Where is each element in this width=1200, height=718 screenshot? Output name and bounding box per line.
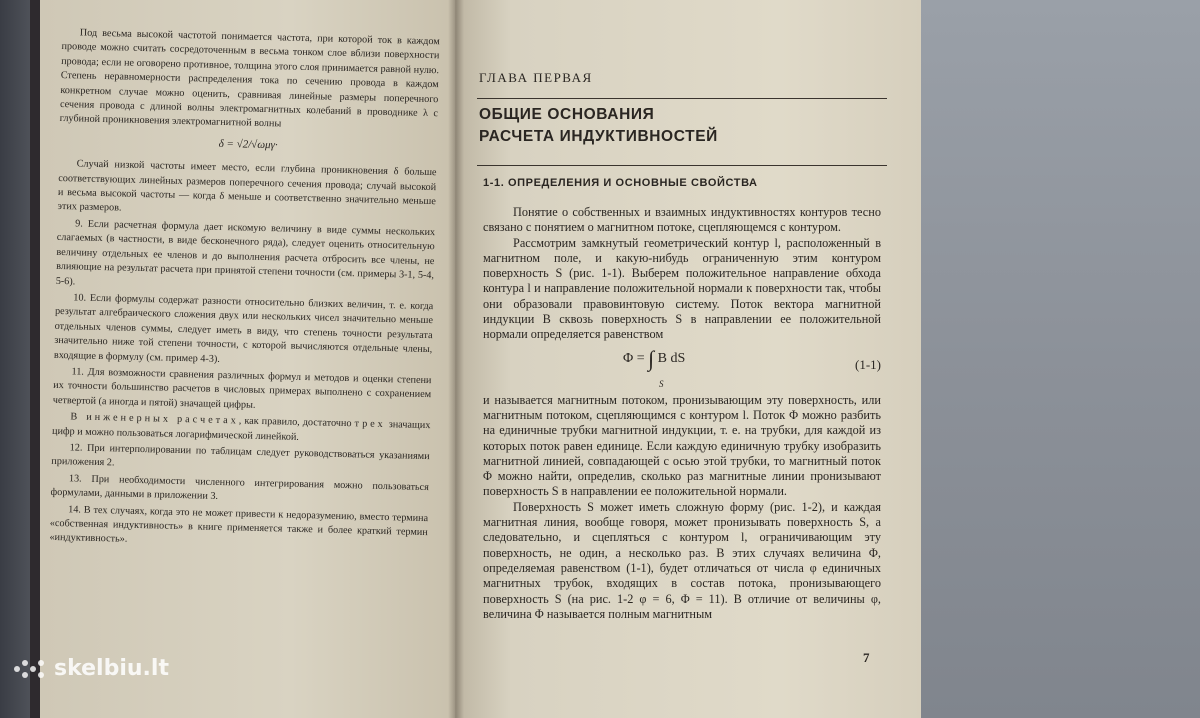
equation-1-1	[483, 345, 881, 393]
body-paragraph: Рассмотрим замкнутый геометрический контур l, расположенный в магнитном поле, и какую-нибудь ограниченную этим контуром поверхность S (рис. 1-1). Выберем положительное направление обхода контура l и направление положительной нормали к поверхности так, чтобы они образовали правовинтовую систему. Поток вектора магнитной индукции B сквозь поверхность S в направлении ее положительной нормали определяется равенством	[483, 235, 881, 342]
body-paragraph: Понятие о собственных и взаимных индуктивностях контуров тесно связано с понятием о магнитном потоке, сцепляющемся с контуром.	[483, 205, 881, 235]
table-surface	[920, 0, 1200, 718]
left-paragraph: Под весьма высокой частотой понимается частота, при которой ток в каждом проводе можно считать сосредоточенным в весьма тонком слое вблизи поверхности провода; если не оговорено противное, толщина этого слоя принимается равной нулю. Степень неравномерности распределения тока по сечению провода в каждом конкретном случае можно оценить, сравнивая линейные размеры поперечного сечения провода с длиной волны электромагнитных колебаний в проводнике λ с глубиной проникновения электромагнитной волны	[59, 27, 440, 130]
integral-sign: ∫	[648, 345, 655, 371]
left-paragraph: 10. Если формулы содержат разности относительно близких величин, т. е. когда результат алгебраического сложения двух или нескольких чисел значительно меньше отдельных членов суммы, следует иметь в виду, что степень точности результата значительно ниже той степени точности, с которой вычисляются отдельные члены, входящие в формулу (см. пример 4-3).	[53, 292, 434, 365]
engineering-rest: , как правило, достаточно	[238, 415, 352, 430]
page-number: 7	[863, 650, 870, 665]
equation-body	[623, 345, 686, 389]
section-heading: 1-1. ОПРЕДЕЛЕНИЯ И ОСНОВНЫЕ СВОЙСТВА	[483, 177, 758, 189]
watermark-text: skelbiu.lt	[54, 656, 169, 681]
skin-depth-formula: δ = √2/√ωμγ·	[218, 137, 278, 152]
body-paragraph: и называется магнитным потоком, пронизывающим эту поверхность, или магнитным потоком, сцепляющимся с контуром l. Поток Φ можно разбить на единичные трубки магнитной индукции, т. е. на трубки, для каждой из которых поток равен единице. Если каждую единичную трубку изобразить магнитной линией, совпадающей с осью этой трубки, то магнитный поток Φ можно найти, определив, сколько раз магнитные линии пронизывают поверхность S в направлении ее положительной нормали.	[483, 392, 881, 499]
left-paragraph: 13. При необходимости численного интегрирования можно пользоваться формулами, данными в приложении 3.	[50, 473, 429, 503]
divider	[477, 98, 887, 99]
dots-logo-icon	[14, 658, 48, 680]
chapter-title	[479, 104, 718, 148]
chapter-title-line: РАСЧЕТА ИНДУКТИВНОСТЕЙ	[479, 128, 718, 145]
divider	[477, 165, 887, 166]
integral-subscript: S	[659, 378, 664, 389]
right-page-text	[483, 205, 881, 622]
equation-rhs: B dS	[657, 350, 686, 366]
left-paragraph: 9. Если расчетная формула дает искомую величину в виде суммы нескольких слагаемых (в частности, в виде бесконечного ряда), следует оценить относительную величину отдельных ее членов и до выполнения расчета отбросить все члены, не влияющие на результат расчета при принятой степени точности (см. примеры 3-1, 5-4, 5-6).	[55, 218, 436, 287]
right-page	[455, 0, 921, 718]
engineering-prefix: В инженерных расчетах	[70, 411, 239, 427]
watermark	[14, 656, 169, 681]
left-page-text	[49, 26, 440, 557]
left-paragraph: 11. Для возможности сравнения различных формул и методов и оценки степени их точности большинство расчетов в числовых примерах выполнено с сохранением четвертой (а иногда и пятой) значащей цифры.	[52, 366, 432, 411]
body-paragraph: Поверхность S может иметь сложную форму (рис. 1-2), и каждая магнитная линия, вообще говоря, может пронизывать поверхность S, а следовательно, и сцепляться с контуром l, ограничивающим эту поверхность, не один, а несколько раз. В этих случаях величина Φ, определяемая равенством (1-1), будет отличаться от числа φ единичных магнитных трубок, входящих в состав потока, пронизывающего поверхность S (на рис. 1-2 φ = 6, Φ = 11). В отличие от величины φ, величина Φ называется полным магнитным	[483, 499, 881, 621]
left-paragraph: 14. В тех случаях, когда это не может привести к недоразумению, вместо термина «собственная индуктивность» в книге применяется также и более краткий термин «индуктивность».	[49, 503, 429, 546]
left-page	[40, 0, 458, 718]
engineering-end: значащих цифр и можно пользоваться логарифмической линейкой.	[51, 419, 431, 443]
equation-number: (1-1)	[855, 356, 881, 372]
equation-lhs: Φ =	[623, 350, 645, 366]
left-paragraph: Случай низкой частоты имеет место, если глубина проникновения δ больше соответствующих линейных размеров поперечного сечения провода; случай высокой и весьма высокой частоты — когда δ меньше и соответственно значительно меньше этих размеров.	[57, 158, 437, 214]
chapter-label: ГЛАВА ПЕРВАЯ	[479, 70, 593, 85]
left-paragraph: 12. При интерполировании по таблицам следует руководствоваться указаниями приложения 2.	[51, 442, 430, 469]
engineering-spaced: трех	[354, 418, 386, 431]
book-gutter	[448, 0, 464, 718]
chapter-title-line: ОБЩИЕ ОСНОВАНИЯ	[479, 106, 655, 123]
